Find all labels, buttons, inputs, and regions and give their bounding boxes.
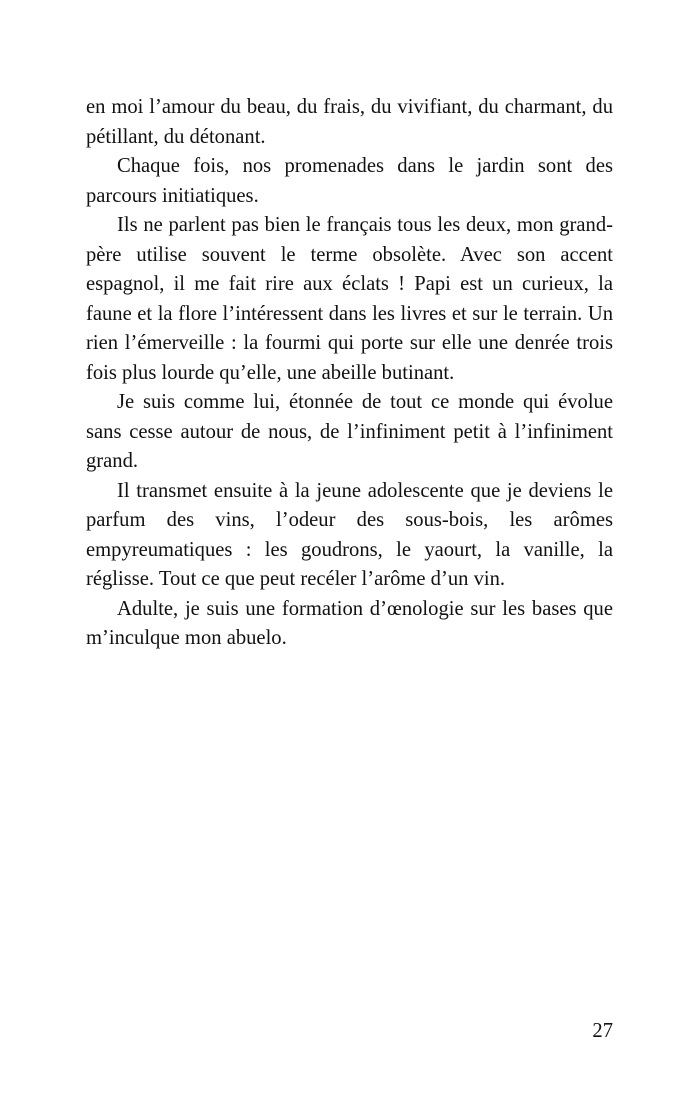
paragraph: Adulte, je suis une formation d’œnologie sur les bases que m’inculque mon abuelo. (86, 597, 613, 649)
body-text (86, 93, 613, 654)
paragraph: Ils ne parlent pas bien le français tous les deux, mon grand-père utilise souvent le terme obsolète. Avec son accent espagnol, il me fait rire aux éclats ! Papi est un curieux, la faune et la flore l’intéressent dans les livres et sur le terrain. Un rien l’émerveille : la fourmi qui porte sur elle une denrée trois fois plus lourde qu’elle, une abeille butinant. (86, 214, 613, 384)
paragraph: Chaque fois, nos promenades dans le jardin sont des parcours initiatiques. (86, 155, 613, 207)
page-number: 27 (592, 1020, 613, 1042)
paragraph: Il transmet ensuite à la jeune adolescente que je deviens le parfum des vins, l’odeur des sous-bois, les arômes empyreumatiques : les goudrons, le yaourt, la vanille, la réglisse. Tout ce que peut recéler l’arôme d’un vin. (86, 479, 613, 590)
paragraph-continued: en moi l’amour du beau, du frais, du vivifiant, du charmant, du pétillant, du détonant. (86, 96, 613, 148)
paragraph: Je suis comme lui, étonnée de tout ce monde qui évolue sans cesse autour de nous, de l’infiniment petit à l’infiniment grand. (86, 391, 613, 472)
